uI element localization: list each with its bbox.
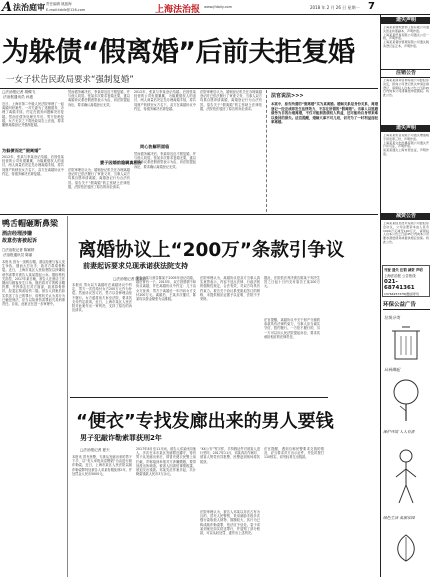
story1-subhead3: 同心协解所面临	[140, 144, 170, 149]
psa-title: 环保公益广告	[383, 300, 430, 310]
leaf-icon	[393, 533, 419, 563]
notice1-title: 遗失声明	[381, 17, 430, 24]
ad-phone: 021-68741361	[384, 279, 415, 291]
notice3-body: 上海某某实业有限公司遗失增值税专用发票三份，声明作废。 上海某某文化传播有限公司遗失开户许可证，声明作废。 某某某遗失上海市居住证，声明作废。	[383, 134, 429, 156]
ad-line2: 上海法治报 公告热线	[384, 274, 416, 278]
story3-headline: 离婚协议上“200万”条款引争议	[78, 240, 345, 261]
story1-rule	[0, 88, 378, 89]
story1-body2: 2012年，张某与李某登记结婚。后因张某经营的公司负债累累，为躲避债权人的追讨，两人商量后决定先办理离婚手续，将共同财产转移至女方名下。双方在离婚协议中约定，待债务解决后即复婚。	[2, 155, 64, 176]
comment-body: 本案中，原告所谓的“假离婚”实为真离婚。婚姻关系是身份关系，离婚登记一经完成即发生法律效力，不存在所谓的“假离婚”。当事人以逃避债务为目的办理离婚，不仅可能损害债权人利益，还可能给自身带来难以挽回的损失。法官提醒，婚姻大事不可儿戏，切勿为了一时利益而轻率离婚。	[271, 102, 378, 125]
notice4-title: 减资公告	[381, 213, 430, 220]
story2-body: 本报讯 因为一顶鸭舌帽，酒店经理与客人发生争执，继而大打出手，致对方鼻梁骨断裂。近日，上海市某区人民检察院以涉嫌故意伤害罪对被告人某某提起公诉。据检察机关指控，2017年某日晚，被告人在酒店工作期间与顾客发生口角，随后将对方的鸭舌帽扔掷，并挥拳击打对方面部，致其鼻骨骨折，经鉴定构成轻伤二级。被告人到案后如实供述了自己的罪行，检察机关认为其行为已触犯刑法，应当以故意伤害罪追究其刑事责任。目前，此案正在进一步审理中。	[2, 260, 65, 307]
psa-caption4: 绿色生活 美丽家园	[383, 515, 415, 520]
comment-title: 法官说法>>>	[271, 93, 304, 99]
story2-headline: 鸭舌帽砸断鼻梁	[2, 219, 58, 228]
psa-caption1: 垃圾分类	[384, 315, 400, 320]
story1-body3: 然而债务解决后，李某却迟迟不愿复婚，并与他人同居。张某多次要求复婚无果，遂以离婚协议系虚假意思表示为由，向法院提起诉讼，要求确认离婚登记无效。	[68, 90, 130, 107]
page-number: 7	[368, 1, 375, 12]
story3-body1: 本报讯 男女双方离婚时在离婚协议中约定，男方一次性给付女方200万元作为补偿。然而协议签订后，男方以各种理由拒不履行。女方遂将前夫诉至法院，要求其支付约定款项。近日，上海市某区人民法院对此案作出一审判决，支持了原告的诉讼请求。	[72, 283, 132, 313]
story3-bottom-rule	[70, 397, 328, 398]
editor-email: E-mail:fzbfz@126.com	[46, 7, 86, 12]
story1-subheadline: 一女子状告民政局要求“强制复婚”	[6, 75, 134, 85]
story1-comment-box	[266, 90, 378, 212]
story1-byline: □法治报记者 胡蝶飞 法治报通讯员 孙惠	[2, 90, 36, 99]
story3-byline: □法治报记者 陈颖婷	[113, 277, 147, 281]
story1-subhead2: 妻子因婚前隐瞒真相告	[100, 160, 142, 165]
story1-bottom-rule	[0, 214, 378, 215]
story4-body3: “XX公安”等字样，手持假证件对被害人进行恐吓。2017年11月，邓某再次作案时，被害人察觉有异报警，民警赶到现场将其抓获。	[200, 447, 260, 464]
story1-body4: 法院审理后认为，婚姻登记机关在办理离婚登记时已依法履行了审查义务，当事人双方均系自愿申请离婚，离婚登记行为合法有效。原告关于“假离婚”的主张缺乏法律依据，法院依法驳回了原告的诉讼请求。	[68, 168, 130, 189]
story4-headline: “便衣”专找发廊出来的男人要钱	[76, 411, 334, 432]
story4-subheadline: 男子犯敲诈勒索罪获刑2年	[80, 434, 162, 442]
section-title: 法治庭审	[13, 3, 45, 12]
story2-block	[0, 216, 68, 577]
story1-body5: 2012年，张某与李某登记结婚。后因张某经营的公司负债累累，为躲避债权人的追讨，两人商量后决定先办理离婚手续，将共同财产转移至女方名下。双方在离婚协议中约定，待债务解决后即复婚。	[134, 90, 196, 111]
psa-caption3: 保护环境 人人有责	[383, 429, 415, 434]
story1-headline: 为躲债“假离婚”后前夫拒复婚	[2, 37, 355, 68]
website: www.jfdaily.com	[204, 5, 233, 9]
notice4-body: 上海某某信息技术有限公司经股东会决议，公司注册资本由人民币1000万元减至100万元，请债权人自本公告之日起45日内向本公司要求清偿债务或提供相应担保。特此公告。	[383, 222, 429, 244]
story1-body1: 近日，上海市第二中级人民法院审理了一起离婚纠纷案件。一对夫妻为了逃避债务，办理了离婚手续，约定在债务问题解决后复婚。然而在债务处理完毕后，男方拒绝复婚，女方无奈之下将民政局告上法庭，要求撤销离婚登记并强制复婚。	[2, 102, 64, 128]
psa-caption2: 从我做起	[384, 367, 400, 372]
story4-body2: 2017年8月至11月间，被告人邓某伙同他人，多次在本市某区发廊附近蹲守，待有男子从发廊出来后，即冒充便衣民警上前拦截，声称接到举报对方涉嫌嫖娼，要带回派出所调查。被害人因害怕事情败露，被迫交出钱款。邓某先后作案多起，共计勒索钱款人民币3万余元。	[136, 447, 196, 477]
story3-body5: 法官提醒，离婚协议中关于财产分割的条款具有法律约束力，当事人应当诚实守信，按约履行。一方拒不履行的，另一方可以向人民法院提起诉讼，要求其承担相应的法律责任。	[264, 318, 320, 339]
story3-subheadline: 前妻起诉要求兑现承诺获法院支持	[83, 262, 188, 270]
ad-line1: 刊登 遗失 注销 减资 声明	[384, 268, 423, 272]
psa-illustration	[381, 311, 430, 577]
story3-body2: 原告王某与被告陈某于2005年登记结婚，婚后育有一子。2015年，双方因感情不和协议离婚，并在离婚协议中约定：儿子由女方抚养，男方于离婚后一年内向女方支付200万元。离婚后，王某多次催讨，陈某均以资金紧张为由推脱。	[136, 276, 196, 302]
story4-body5: 法官提醒，遇到自称民警要求交钱的情况，应当要求对方出示证件，并及时拨打110核实，切勿轻易交出钱款。	[264, 447, 324, 460]
notice2-title: 注销公告	[381, 69, 430, 78]
story1-body6: 然而债务解决后，李某却迟迟不愿复婚，并与他人同居。张某多次要求复婚无果，遂以离婚协议系虚假意思表示为由，向法院提起诉讼，要求确认离婚登记无效。	[134, 152, 196, 169]
story2-subheadline: 酒店经理涉嫌 故意伤害被起诉	[2, 231, 38, 244]
story4-body1: 本报讯 冒充民警，专挑从发廊出来的男子下手，以“有人举报卖淫嫖娼”为由进行敲诈勒索。近日，上海市某区人民法院以敲诈勒索罪判处被告人邓某有期徒刑2年，并处罚金人民币5000元。	[72, 455, 132, 476]
story1-body7: 法院审理后认为，婚姻登记机关在办理离婚登记时已依法履行了审查义务，当事人双方均系自愿申请离婚，离婚登记行为合法有效。原告关于“假离婚”的主张缺乏法律依据，法院依法驳回了原告的诉讼请求。	[200, 90, 262, 111]
section-letter: A	[2, 0, 13, 15]
paper-name: 上海法治报	[155, 5, 201, 15]
person-icon	[391, 447, 421, 507]
sidebar	[380, 15, 430, 577]
ad-box	[382, 265, 430, 297]
story3-body3: 法院审理认为，离婚协议是双方当事人真实意思表示，内容不违反法律、行政法规的强制性规定，合法有效，对双方均具有约束力。被告关于协议系受胁迫签订的辩称，未提供相应证据予以证明，法院不予采纳。	[200, 276, 260, 302]
story4-byline: □法治报记者 夏天	[80, 448, 110, 452]
tree-icon	[389, 377, 423, 423]
ad-mobile: 13764257378(微信同号)	[384, 292, 420, 296]
story1-subhead1: 为躲债而定“假离婚”	[2, 148, 42, 153]
story3-body4: 据此，法院依法判决被告陈某于判决生效之日起十日内支付原告王某200万元。	[264, 276, 320, 289]
masthead	[0, 0, 430, 15]
recycle-bin-icon	[387, 323, 425, 363]
notice3-title: 遗失声明	[381, 125, 430, 132]
notice2-body: 上海某某商务咨询有限公司经股东决定，拟向公司登记机关申请注销登记，请债权人自本公告之日起45日内向本公司清算组申报债权。特此公告。	[383, 79, 429, 98]
story2-byline: □法治报记者 陈颖婷 法治报通讯员 陈丽	[2, 248, 35, 257]
editor-line: 责任编辑 姚振海	[46, 2, 72, 6]
notice1-body: 上海某某建筑装饰工程有限公司遗失营业执照副本，声明作废。 上海某某贸易有限公司遗失公章一枚，声明作废。 上海某某餐饮管理有限公司遗失税务登记证正本，声明作废。	[383, 26, 429, 48]
issue-date: 2018 年 2 月 26 日 星期一	[310, 5, 360, 10]
story4-body4: 法院审理认为，被告人邓某以非法占有为目的，冒充人民警察，采用威胁手段多次强行索取他人财物，数额较大，其行为已构成敲诈勒索罪，依法应予惩处。鉴于邓某到案后如实供述罪行，并退赔了部分赃款，可以从轻处罚，遂作出上述判决。	[200, 510, 260, 536]
